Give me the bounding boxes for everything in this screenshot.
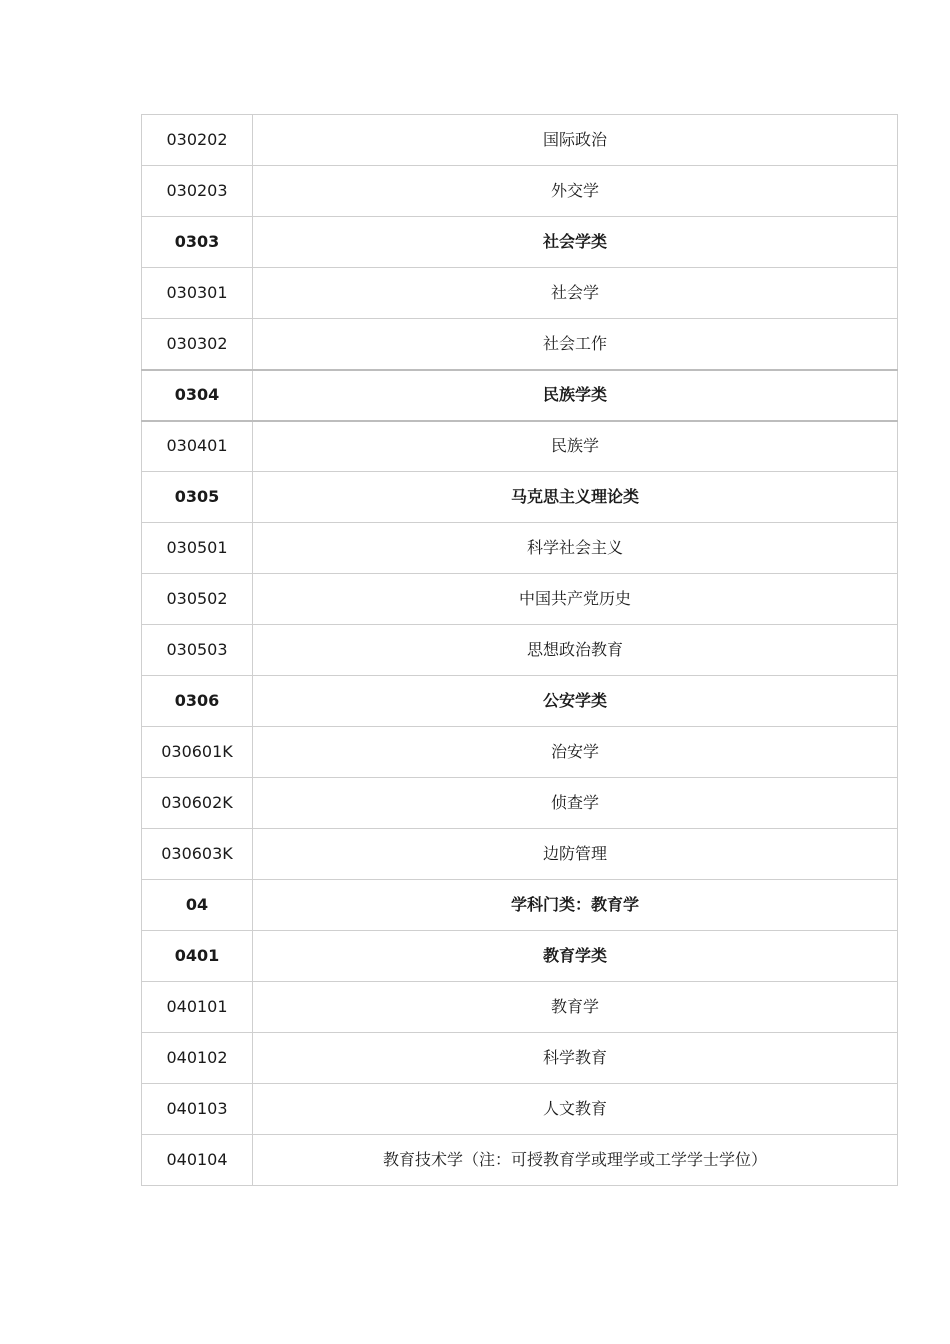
major-code-cell: 040101 <box>142 982 253 1033</box>
category-code-cell: 0304 <box>142 370 253 421</box>
category-name-cell: 公安学类 <box>253 676 898 727</box>
major-code-cell: 030502 <box>142 574 253 625</box>
category-row <box>142 217 898 268</box>
table-row <box>142 319 898 370</box>
category-row <box>142 676 898 727</box>
discipline-row <box>142 880 898 931</box>
major-code-cell: 030202 <box>142 115 253 166</box>
category-row <box>142 370 898 421</box>
table-row <box>142 421 898 472</box>
major-code-cell: 040103 <box>142 1084 253 1135</box>
category-name-cell: 民族学类 <box>253 370 898 421</box>
major-catalog-body <box>142 115 898 1186</box>
major-name-cell: 科学社会主义 <box>253 523 898 574</box>
discipline-code-cell: 04 <box>142 880 253 931</box>
category-name-cell: 社会学类 <box>253 217 898 268</box>
category-code-cell: 0306 <box>142 676 253 727</box>
table-row <box>142 1033 898 1084</box>
major-name-cell: 中国共产党历史 <box>253 574 898 625</box>
major-name-cell: 社会工作 <box>253 319 898 370</box>
table-row <box>142 574 898 625</box>
major-name-cell: 外交学 <box>253 166 898 217</box>
major-name-cell: 侦查学 <box>253 778 898 829</box>
table-row <box>142 829 898 880</box>
major-name-cell: 边防管理 <box>253 829 898 880</box>
table-row <box>142 1135 898 1186</box>
table-row <box>142 727 898 778</box>
major-code-cell: 040104 <box>142 1135 253 1186</box>
major-name-cell: 民族学 <box>253 421 898 472</box>
table-row <box>142 166 898 217</box>
table-row <box>142 982 898 1033</box>
category-row <box>142 931 898 982</box>
major-name-cell: 国际政治 <box>253 115 898 166</box>
major-code-cell: 030501 <box>142 523 253 574</box>
discipline-name-cell: 学科门类：教育学 <box>253 880 898 931</box>
major-code-cell: 030302 <box>142 319 253 370</box>
table-row <box>142 115 898 166</box>
major-code-cell: 030603K <box>142 829 253 880</box>
major-name-cell: 人文教育 <box>253 1084 898 1135</box>
major-name-cell: 科学教育 <box>253 1033 898 1084</box>
major-code-cell: 030301 <box>142 268 253 319</box>
category-code-cell: 0305 <box>142 472 253 523</box>
major-catalog-table <box>141 114 898 1186</box>
table-row <box>142 1084 898 1135</box>
major-name-cell: 教育学 <box>253 982 898 1033</box>
major-code-cell: 030401 <box>142 421 253 472</box>
table-row <box>142 625 898 676</box>
category-name-cell: 马克思主义理论类 <box>253 472 898 523</box>
table-row <box>142 523 898 574</box>
major-code-cell: 030602K <box>142 778 253 829</box>
category-row <box>142 472 898 523</box>
major-code-cell: 030503 <box>142 625 253 676</box>
major-code-cell: 030203 <box>142 166 253 217</box>
major-name-cell: 教育技术学（注：可授教育学或理学或工学学士学位） <box>253 1135 898 1186</box>
major-name-cell: 社会学 <box>253 268 898 319</box>
category-name-cell: 教育学类 <box>253 931 898 982</box>
major-name-cell: 治安学 <box>253 727 898 778</box>
table-row <box>142 778 898 829</box>
category-code-cell: 0401 <box>142 931 253 982</box>
major-code-cell: 040102 <box>142 1033 253 1084</box>
table-row <box>142 268 898 319</box>
major-code-cell: 030601K <box>142 727 253 778</box>
category-code-cell: 0303 <box>142 217 253 268</box>
major-name-cell: 思想政治教育 <box>253 625 898 676</box>
